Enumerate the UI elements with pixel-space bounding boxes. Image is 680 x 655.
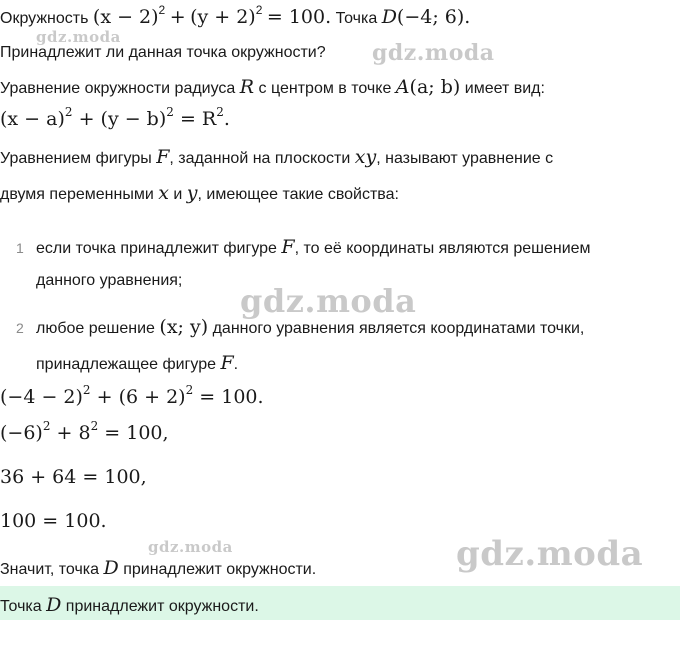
point-label: Точка: [335, 10, 378, 27]
solution-step-4: 100 = 100.: [0, 510, 107, 532]
eq-term-2: (y + 2): [190, 6, 256, 28]
list-item-text: любое решение (x; y) данного уравнения является координатами точки,: [36, 316, 585, 338]
problem-statement: Окружность $(x - 2)^2 + (y + 2)^2 = 100$. Точка D(−4; 6).: [0, 3, 471, 28]
list-item-text: если точка принадлежит фигуре F, то её координаты являются решением: [36, 236, 591, 258]
solution-step-1: $(-4 - 2)^2 + (6 + 2)^2 = 100$.: [0, 383, 264, 408]
watermark: gdz.moda: [240, 282, 417, 320]
watermark: gdz.moda: [372, 40, 495, 66]
solution-step-3: 36 + 64 = 100,: [0, 466, 147, 488]
point-coords: (−4; 6).: [396, 6, 471, 28]
question: Принадлежит ли данная точка окружности?: [0, 44, 326, 61]
figure-definition: Уравнением фигуры F, заданной на плоскости xy, называют уравнение с: [0, 146, 554, 168]
figure-definition-cont: двумя переменными x и y, имеющее такие свойства:: [0, 182, 399, 204]
answer-box: [0, 586, 680, 620]
list-item-number: 1: [16, 240, 24, 256]
general-circle-equation: $(x - a)^2 + (y - b)^2 = R^2$.: [0, 105, 230, 130]
answer-text: Точка D принадлежит окружности.: [0, 594, 259, 616]
point-name: D: [381, 6, 397, 28]
watermark: gdz.moda: [36, 28, 121, 46]
watermark: gdz.moda: [148, 538, 233, 556]
list-item-number: 2: [16, 320, 24, 336]
problem-text: Окружность: [0, 10, 89, 27]
circle-intro: Уравнение окружности радиуса R с центром в точке A(a; b) имеет вид:: [0, 76, 545, 98]
eq-term-1: (x − 2): [92, 6, 159, 28]
watermark: gdz.moda: [456, 534, 644, 574]
solution-step-2: $(-6)^2 + 8^2 = 100$,: [0, 419, 169, 444]
eq-rhs: = 100.: [266, 6, 332, 28]
conclusion: Значит, точка D принадлежит окружности.: [0, 557, 317, 579]
